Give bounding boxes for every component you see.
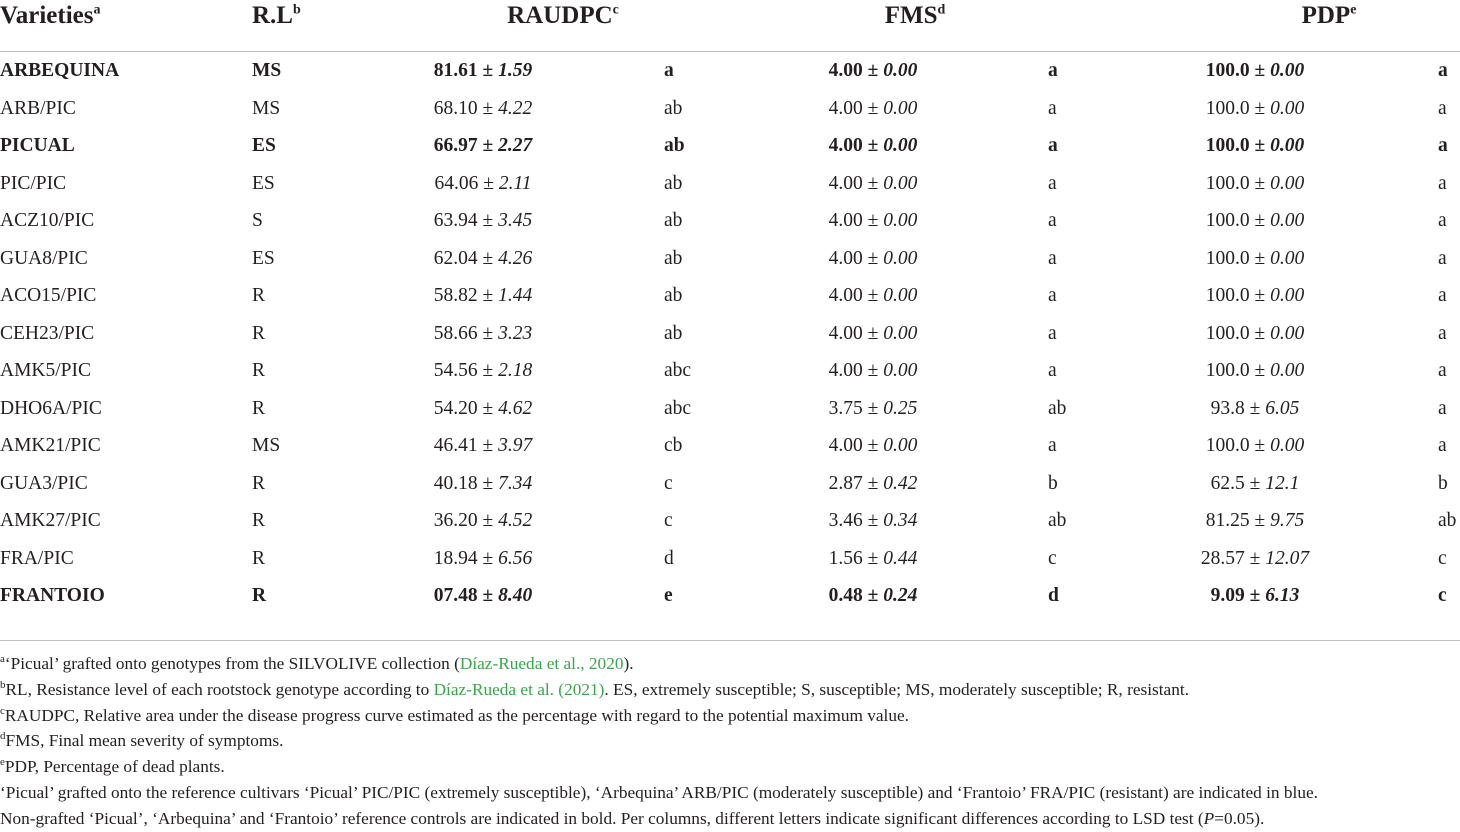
cell-raudpc: 58.82 ± 1.44 xyxy=(433,285,533,306)
cell-pdp: 100.0 ± 0.00 xyxy=(1205,247,1305,269)
cell-fms: 0.48 ± 0.24 xyxy=(828,585,918,606)
table-row xyxy=(0,127,1460,165)
cell-resistance-level: R xyxy=(252,547,266,569)
cell-raudpc-letter: ab xyxy=(664,97,683,119)
citation-link-2020[interactable]: Díaz-Rueda et al., 2020 xyxy=(459,654,624,673)
table-row xyxy=(0,202,1460,240)
cell-fms: 4.00 ± 0.00 xyxy=(828,285,918,306)
footnote-b: $^b$RL, Resistance level of each rootstock genotype according to Díaz-Rueda et al. (2021). ES, extremely susceptible; S, susceptible; MS, moderately susceptible; R, resistant. xyxy=(0,679,1189,699)
cell-variety: PIC/PIC xyxy=(0,172,67,194)
cell-fms-letter: a xyxy=(1048,60,1058,81)
cell-raudpc-letter: c xyxy=(664,472,673,494)
cell-fms: 4.00 ± 0.00 xyxy=(828,360,918,381)
cell-resistance-level: S xyxy=(252,210,263,231)
cell-fms-letter: ab xyxy=(1048,397,1067,419)
cell-fms-letter: a xyxy=(1048,135,1058,156)
cell-pdp: 9.09 ± 6.13 xyxy=(1210,585,1300,606)
cell-raudpc: 68.10 ± 4.22 xyxy=(433,97,533,119)
cell-pdp-letter: a xyxy=(1438,360,1447,381)
table-body xyxy=(0,52,1460,615)
cell-variety: AMK5/PIC xyxy=(0,360,92,381)
cell-raudpc: 40.18 ± 7.34 xyxy=(433,472,533,494)
cell-variety: DHO6A/PIC xyxy=(0,397,102,419)
cell-pdp-letter: a xyxy=(1438,247,1447,269)
cell-resistance-level: R xyxy=(252,360,266,381)
cell-pdp-letter: a xyxy=(1438,397,1447,419)
cell-resistance-level: ES xyxy=(252,135,276,156)
cell-pdp: 100.0 ± 0.00 xyxy=(1205,210,1305,231)
footnote-a: $^a$‘Picual’ grafted onto genotypes from the SILVOLIVE collection (Díaz-Rueda et al., 2020). xyxy=(0,653,634,673)
table-row xyxy=(0,427,1460,465)
cell-raudpc-letter: abc xyxy=(664,360,692,381)
cell-raudpc: 18.94 ± 6.56 xyxy=(433,547,533,569)
cell-variety: PICUAL xyxy=(0,135,75,156)
cell-raudpc-letter: ab xyxy=(664,135,685,156)
cell-raudpc: 54.20 ± 4.62 xyxy=(433,397,533,419)
cell-raudpc-letter: ab xyxy=(664,210,683,231)
cell-raudpc: 64.06 ± 2.11 xyxy=(434,172,532,194)
cell-pdp-letter: c xyxy=(1438,585,1447,606)
cell-fms: 3.46 ± 0.34 xyxy=(828,510,918,531)
cell-fms-letter: a xyxy=(1048,172,1057,194)
cell-resistance-level: R xyxy=(252,397,266,419)
cell-resistance-level: ES xyxy=(252,172,275,194)
header-rl: $R.L^b$ xyxy=(252,2,301,29)
table-row xyxy=(0,390,1460,428)
footnote-note-bold: Non-grafted ‘Picual’, ‘Arbequina’ and ‘Frantoio’ reference controls are indicated in bold. Per columns, different letters indicate significant differences according to LSD test (P=0.05). xyxy=(0,808,1265,828)
cell-resistance-level: MS xyxy=(252,97,281,119)
header-raudpc: RAUDPC$^c$ xyxy=(507,2,619,29)
cell-raudpc: 36.20 ± 4.52 xyxy=(433,510,533,531)
cell-fms: 4.00 ± 0.00 xyxy=(828,322,918,344)
cell-variety: FRA/PIC xyxy=(0,547,74,569)
cell-pdp-letter: a xyxy=(1438,172,1447,194)
cell-raudpc-letter: a xyxy=(664,60,674,81)
cell-variety: ARBEQUINA xyxy=(0,60,120,81)
cell-resistance-level: R xyxy=(252,322,266,344)
table-bottom-rule xyxy=(0,640,1460,641)
cell-pdp-letter: a xyxy=(1438,322,1447,344)
header-fms: FMS$^d$ xyxy=(884,2,946,29)
cell-pdp-letter: ab xyxy=(1438,510,1457,531)
cell-fms-letter: b xyxy=(1048,472,1058,494)
cell-raudpc-letter: d xyxy=(664,547,674,569)
cell-resistance-level: R xyxy=(252,585,267,606)
cell-pdp-letter: a xyxy=(1438,285,1447,306)
cell-variety: CEH23/PIC xyxy=(0,322,95,344)
cell-raudpc-letter: ab xyxy=(664,285,683,306)
table-row xyxy=(0,540,1460,578)
cell-raudpc: 07.48 ± 8.40 xyxy=(433,585,533,606)
cell-fms: 4.00 ± 0.00 xyxy=(828,210,918,231)
table-header-row xyxy=(0,0,1460,52)
cell-fms: 4.00 ± 0.00 xyxy=(828,60,918,81)
cell-variety: AMK21/PIC xyxy=(0,435,101,456)
cell-variety: GUA8/PIC xyxy=(0,247,88,269)
header-varieties: Varieties$^a$ xyxy=(0,2,101,29)
cell-pdp-letter: a xyxy=(1438,135,1448,156)
cell-fms: 4.00 ± 0.00 xyxy=(828,172,918,194)
table-row xyxy=(0,90,1460,128)
cell-pdp-letter: b xyxy=(1438,472,1448,494)
cell-raudpc: 58.66 ± 3.23 xyxy=(433,322,533,344)
cell-pdp-letter: c xyxy=(1438,547,1447,569)
cell-fms: 4.00 ± 0.00 xyxy=(828,247,918,269)
cell-fms: 2.87 ± 0.42 xyxy=(828,472,918,494)
footnote-note-blue: ‘Picual’ grafted onto the reference cultivars ‘Picual’ PIC/PIC (extremely susceptible), ‘Arbequina’ ARB/PIC (moderately susceptible) and ‘Frantoio’ FRA/PIC (resistant) are indicated in blue. xyxy=(0,782,1318,802)
cell-resistance-level: R xyxy=(252,472,266,494)
table-row xyxy=(0,352,1460,390)
footnotes xyxy=(0,651,1460,832)
cell-variety: ACZ10/PIC xyxy=(0,210,95,231)
table-row xyxy=(0,277,1460,315)
cell-resistance-level: R xyxy=(252,285,266,306)
citation-link-2021[interactable]: Díaz-Rueda et al. (2021) xyxy=(433,679,605,699)
cell-fms: 4.00 ± 0.00 xyxy=(828,97,918,119)
cell-fms: 4.00 ± 0.00 xyxy=(828,435,918,456)
cell-raudpc: 54.56 ± 2.18 xyxy=(433,360,533,381)
cell-resistance-level: ES xyxy=(252,247,275,269)
cell-fms-letter: a xyxy=(1048,210,1057,231)
cell-fms-letter: a xyxy=(1048,435,1057,456)
table-row xyxy=(0,315,1460,353)
cell-fms-letter: ab xyxy=(1048,510,1067,531)
cell-pdp-letter: a xyxy=(1438,60,1448,81)
cell-pdp: 100.0 ± 0.00 xyxy=(1205,360,1305,381)
cell-fms-letter: a xyxy=(1048,97,1057,119)
cell-raudpc-letter: ab xyxy=(664,172,683,194)
cell-fms: 3.75 ± 0.25 xyxy=(828,397,918,419)
cell-raudpc-letter: abc xyxy=(664,397,692,419)
cell-pdp-letter: a xyxy=(1438,97,1447,119)
cell-pdp: 100.0 ± 0.00 xyxy=(1205,435,1305,456)
cell-raudpc: 66.97 ± 2.27 xyxy=(433,135,533,156)
cell-variety: AMK27/PIC xyxy=(0,510,101,531)
cell-pdp: 100.0 ± 0.00 xyxy=(1205,172,1305,194)
cell-pdp: 100.0 ± 0.00 xyxy=(1205,97,1305,119)
cell-pdp: 100.0 ± 0.00 xyxy=(1205,285,1305,306)
cell-pdp: 100.0 ± 0.00 xyxy=(1205,322,1305,344)
cell-raudpc-letter: cb xyxy=(664,435,683,456)
cell-raudpc-letter: e xyxy=(664,585,673,606)
cell-raudpc-letter: ab xyxy=(664,322,683,344)
cell-pdp: 81.25 ± 9.75 xyxy=(1205,510,1305,531)
cell-variety: FRANTOIO xyxy=(0,585,105,606)
cell-variety: ARB/PIC xyxy=(0,97,76,119)
cell-raudpc-letter: ab xyxy=(664,247,683,269)
cell-pdp: 100.0 ± 0.00 xyxy=(1205,60,1305,81)
cell-fms-letter: d xyxy=(1048,585,1059,606)
cell-variety: ACO15/PIC xyxy=(0,285,97,306)
footnote-c: $^c$RAUDPC, Relative area under the disease progress curve estimated as the percentage with regard to the potential maximum value. xyxy=(0,704,909,725)
cell-pdp-letter: a xyxy=(1438,210,1447,231)
cell-pdp: 93.8 ± 6.05 xyxy=(1210,397,1300,419)
cell-fms: 4.00 ± 0.00 xyxy=(828,135,918,156)
table-row xyxy=(0,502,1460,540)
cell-fms-letter: a xyxy=(1048,322,1057,344)
table-row xyxy=(0,465,1460,503)
cell-pdp: 100.0 ± 0.00 xyxy=(1205,135,1305,156)
cell-resistance-level: MS xyxy=(252,60,282,81)
cell-resistance-level: MS xyxy=(252,435,281,456)
table-row xyxy=(0,52,1460,90)
footnote-e: $^e$PDP, Percentage of dead plants. xyxy=(0,756,225,777)
cell-pdp: 28.57 ± 12.07 xyxy=(1200,547,1310,569)
cell-raudpc: 63.94 ± 3.45 xyxy=(433,210,533,231)
cell-fms-letter: a xyxy=(1048,285,1057,306)
table-row xyxy=(0,577,1460,615)
cell-raudpc: 62.04 ± 4.26 xyxy=(433,247,533,269)
table-row xyxy=(0,165,1460,203)
cell-raudpc-letter: c xyxy=(664,510,673,531)
table-row xyxy=(0,240,1460,278)
cell-pdp-letter: a xyxy=(1438,435,1447,456)
cell-resistance-level: R xyxy=(252,510,266,531)
cell-fms-letter: a xyxy=(1048,360,1057,381)
cell-raudpc: 81.61 ± 1.59 xyxy=(433,60,533,81)
cell-fms: 1.56 ± 0.44 xyxy=(828,547,918,569)
cell-fms-letter: a xyxy=(1048,247,1057,269)
cell-variety: GUA3/PIC xyxy=(0,472,88,494)
cell-pdp: 62.5 ± 12.1 xyxy=(1210,472,1300,494)
header-pdp: PDP$^e$ xyxy=(1301,2,1357,29)
footnote-d: $^d$FMS, Final mean severity of symptoms. xyxy=(0,730,284,751)
cell-fms-letter: c xyxy=(1048,547,1057,569)
cell-raudpc: 46.41 ± 3.97 xyxy=(433,435,533,456)
